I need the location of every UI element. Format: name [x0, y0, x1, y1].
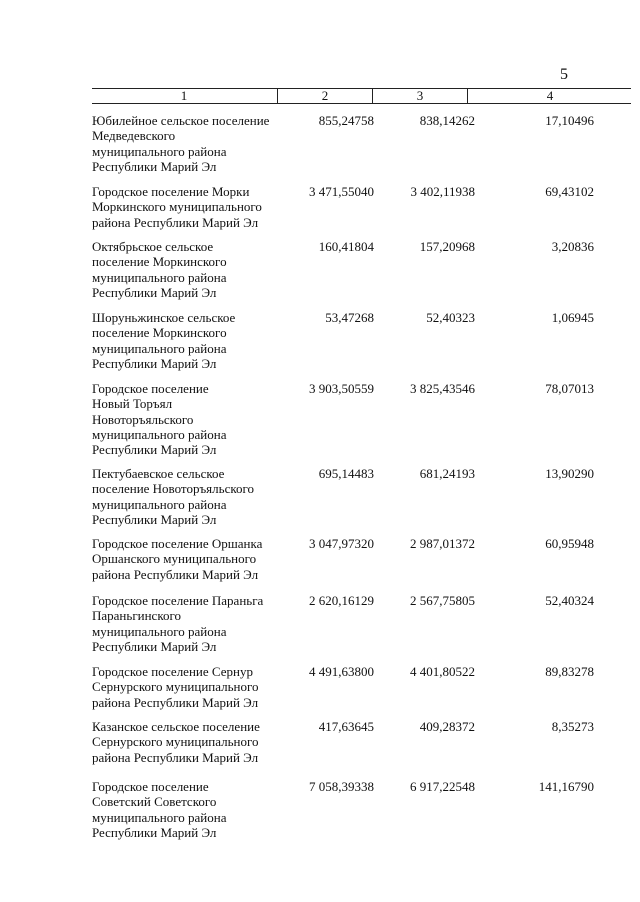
value-col-2: 3 471,55040 [309, 184, 374, 199]
value-col-4: 8,35273 [551, 719, 594, 734]
value-col-4: 69,43102 [545, 184, 594, 199]
settlement-name: Октябрьское сельское поселение Моркинского муниципального района Республики Марий Эл [92, 239, 227, 300]
value-col-4: 1,06945 [551, 310, 594, 325]
value-col-3: 157,20968 [419, 239, 475, 254]
value-col-4: 13,90290 [545, 466, 594, 481]
value-col-3: 52,40323 [426, 310, 475, 325]
settlement-name: Городское поселение Оршанка Оршанского муниципального района Республики Марий Эл [92, 536, 263, 582]
header-col-3: 3 [372, 89, 467, 103]
settlement-name: Юбилейное сельское поселение Медведевского муниципального района Республики Марий Эл [92, 113, 270, 174]
header-col-4: 4 [467, 89, 632, 103]
page-number: 5 [560, 66, 568, 83]
value-col-4: 141,16790 [538, 779, 594, 794]
value-col-3: 409,28372 [419, 719, 475, 734]
value-col-2: 695,14483 [318, 466, 374, 481]
header-col-1: 1 [180, 88, 188, 103]
value-col-4: 3,20836 [551, 239, 594, 254]
value-col-3: 681,24193 [419, 466, 475, 481]
settlement-name: Городское поселение Сернур Сернурского муниципального района Республики Марий Эл [92, 664, 259, 710]
value-col-2: 4 491,63800 [309, 664, 374, 679]
value-col-3: 4 401,80522 [410, 664, 475, 679]
value-col-2: 7 058,39338 [309, 779, 374, 794]
value-col-2: 2 620,16129 [309, 593, 374, 608]
value-col-3: 2 987,01372 [410, 536, 475, 551]
value-col-3: 2 567,75805 [410, 593, 475, 608]
value-col-2: 855,24758 [318, 113, 374, 128]
value-col-2: 160,41804 [318, 239, 374, 254]
value-col-2: 3 047,97320 [309, 536, 374, 551]
value-col-4: 89,83278 [545, 664, 594, 679]
value-col-4: 17,10496 [545, 113, 594, 128]
value-col-2: 417,63645 [318, 719, 374, 734]
settlement-name: Казанское сельское поселение Сернурского муниципального района Республики Марий Эл [92, 719, 260, 765]
value-col-3: 838,14262 [419, 113, 475, 128]
settlement-name: Шоруньжинское сельское поселение Моркинского муниципального района Республики Марий Эл [92, 310, 236, 371]
table-header [92, 88, 631, 104]
header-col-2: 2 [277, 89, 372, 103]
settlement-name: Пектубаевское сельское поселение Новоторъяльского муниципального района Республики Марий Эл [92, 466, 254, 527]
value-col-4: 78,07013 [545, 381, 594, 396]
value-col-4: 60,95948 [545, 536, 594, 551]
settlement-name: Городское поселение Параньга Параньгинского муниципального района Республики Марий Эл [92, 593, 264, 654]
value-col-3: 3 402,11938 [410, 184, 475, 199]
settlement-name: Городское поселение Новый Торъял Новоторъяльского муниципального района Республики Марий Эл [92, 381, 227, 458]
settlement-name: Городское поселение Советский Советского муниципального района Республики Марий Эл [92, 779, 227, 840]
value-col-2: 53,47268 [325, 310, 374, 325]
value-col-3: 6 917,22548 [410, 779, 475, 794]
value-col-2: 3 903,50559 [309, 381, 374, 396]
value-col-4: 52,40324 [545, 593, 594, 608]
settlement-name: Городское поселение Морки Моркинского муниципального района Республики Марий Эл [92, 184, 262, 230]
value-col-3: 3 825,43546 [410, 381, 475, 396]
